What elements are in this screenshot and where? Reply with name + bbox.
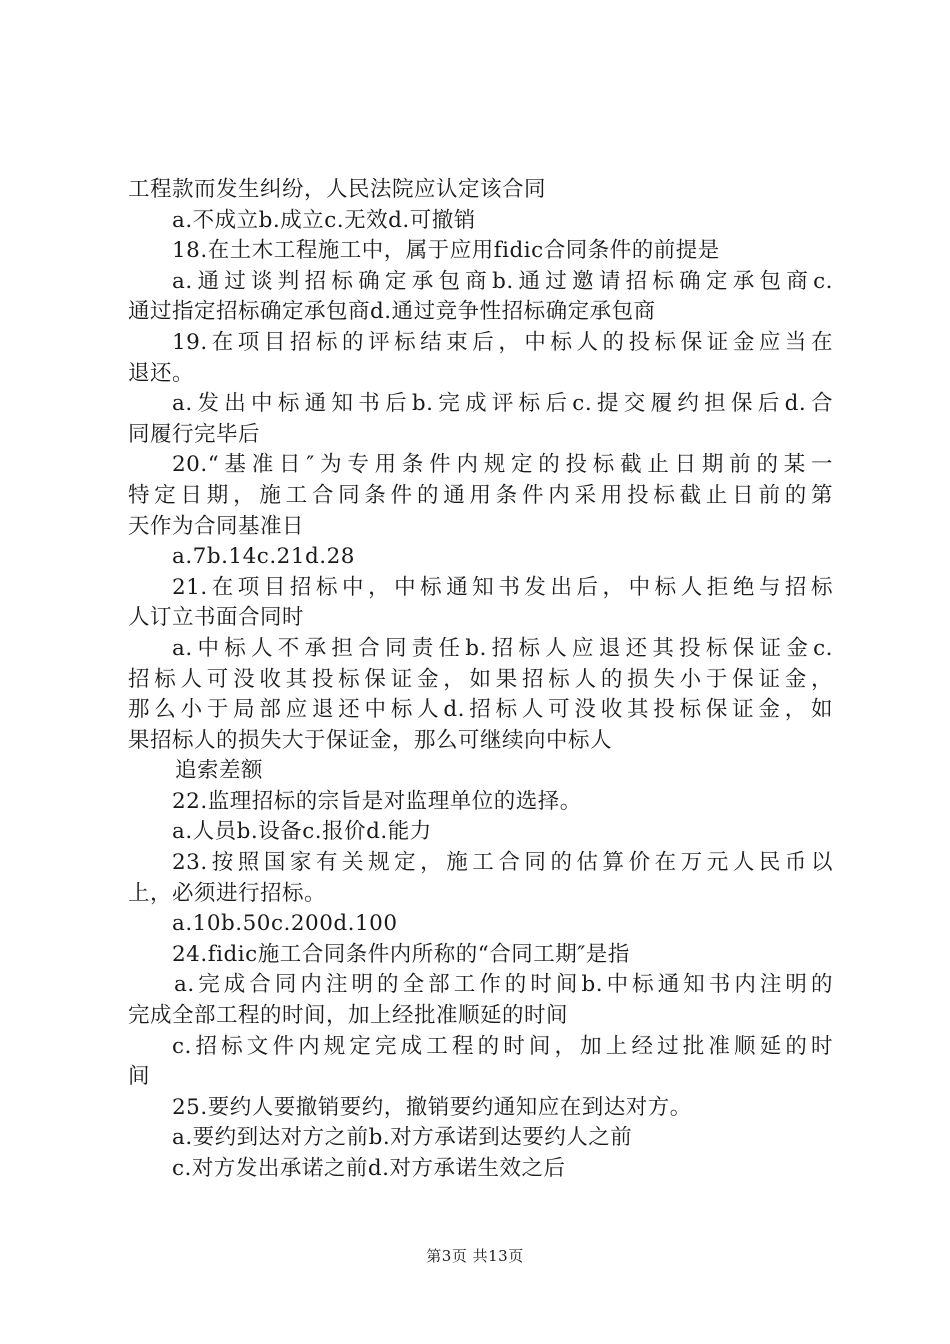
question-22: 22.监理招标的宗旨是对监理单位的选择。 xyxy=(172,788,582,814)
answer-options: c.对方发出承诺之前d.对方承诺生效之后 xyxy=(172,1156,566,1181)
answer-options: a.7b.14c.21d.28 xyxy=(172,544,355,570)
answer-options: a.要约到达对方之前b.对方承诺到达要约人之前 xyxy=(172,1125,633,1151)
text-line: 退还。 xyxy=(128,360,195,386)
text-line: 那么小于局部应退还中标人d.招标人可没收其投标保证金，如 xyxy=(128,697,833,723)
page-number: 第3页 共13页 xyxy=(426,1247,524,1265)
question-20: 20.“基准日″为专用条件内规定的投标截止日期前的某一 xyxy=(172,452,833,478)
question-23: 23.按照国家有关规定，施工合同的估算价在万元人民币以 xyxy=(172,850,833,876)
text-line: 同履行完毕后 xyxy=(128,421,261,447)
text-line: 间 xyxy=(128,1064,151,1090)
text-line: 工程款而发生纠纷，人民法院应认定该合同 xyxy=(128,177,547,202)
answer-options: a.发出中标通知书后b.完成评标后c.提交履约担保后d.合 xyxy=(172,391,833,417)
question-25: 25.要约人要撤销要约，撤销要约通知应在到达对方。 xyxy=(172,1094,692,1120)
text-line: 招标人可没收其投标保证金，如果招标人的损失小于保证金， xyxy=(128,666,833,692)
question-19: 19.在项目招标的评标结束后，中标人的投标保证金应当在 xyxy=(172,329,833,355)
text-line: 追索差额 xyxy=(175,758,264,784)
text-line: 果招标人的损失大于保证金，那么可继续向中标人 xyxy=(128,727,613,753)
answer-options: a.10b.50c.200d.100 xyxy=(172,911,398,937)
question-24: 24.fidic施工合同条件内所称的“合同工期″是指 xyxy=(172,941,630,967)
text-line: 天作为合同基准日 xyxy=(128,513,305,539)
answer-options: a.人员b.设备c.报价d.能力 xyxy=(172,819,432,845)
document-body xyxy=(128,175,833,1185)
text-line: 通过指定招标确定承包商d.通过竞争性招标确定承包商 xyxy=(128,299,656,325)
answer-options: c.招标文件内规定完成工程的时间，加上经过批准顺延的时 xyxy=(172,1033,833,1059)
text-line: 完成全部工程的时间，加上经批准顺延的时间 xyxy=(128,1003,569,1029)
text-line: 人订立书面合同时 xyxy=(128,605,305,631)
answer-options: a.不成立b.成立c.无效d.可撤销 xyxy=(172,207,476,233)
answer-options: a.完成合同内注明的全部工作的时间b.中标通知书内注明的 xyxy=(174,972,833,998)
text-line: 上，必须进行招标。 xyxy=(128,880,327,906)
question-21: 21.在项目招标中，中标通知书发出后，中标人拒绝与招标 xyxy=(172,574,833,600)
text-line: 特定日期，施工合同条件的通用条件内采用投标截止日前的第 xyxy=(128,482,833,508)
answer-options: a.通过谈判招标确定承包商b.通过邀请招标确定承包商c. xyxy=(172,268,833,294)
question-18: 18.在土木工程施工中，属于应用fidic合同条件的前提是 xyxy=(172,238,720,264)
answer-options: a.中标人不承担合同责任b.招标人应退还其投标保证金c. xyxy=(172,635,833,661)
